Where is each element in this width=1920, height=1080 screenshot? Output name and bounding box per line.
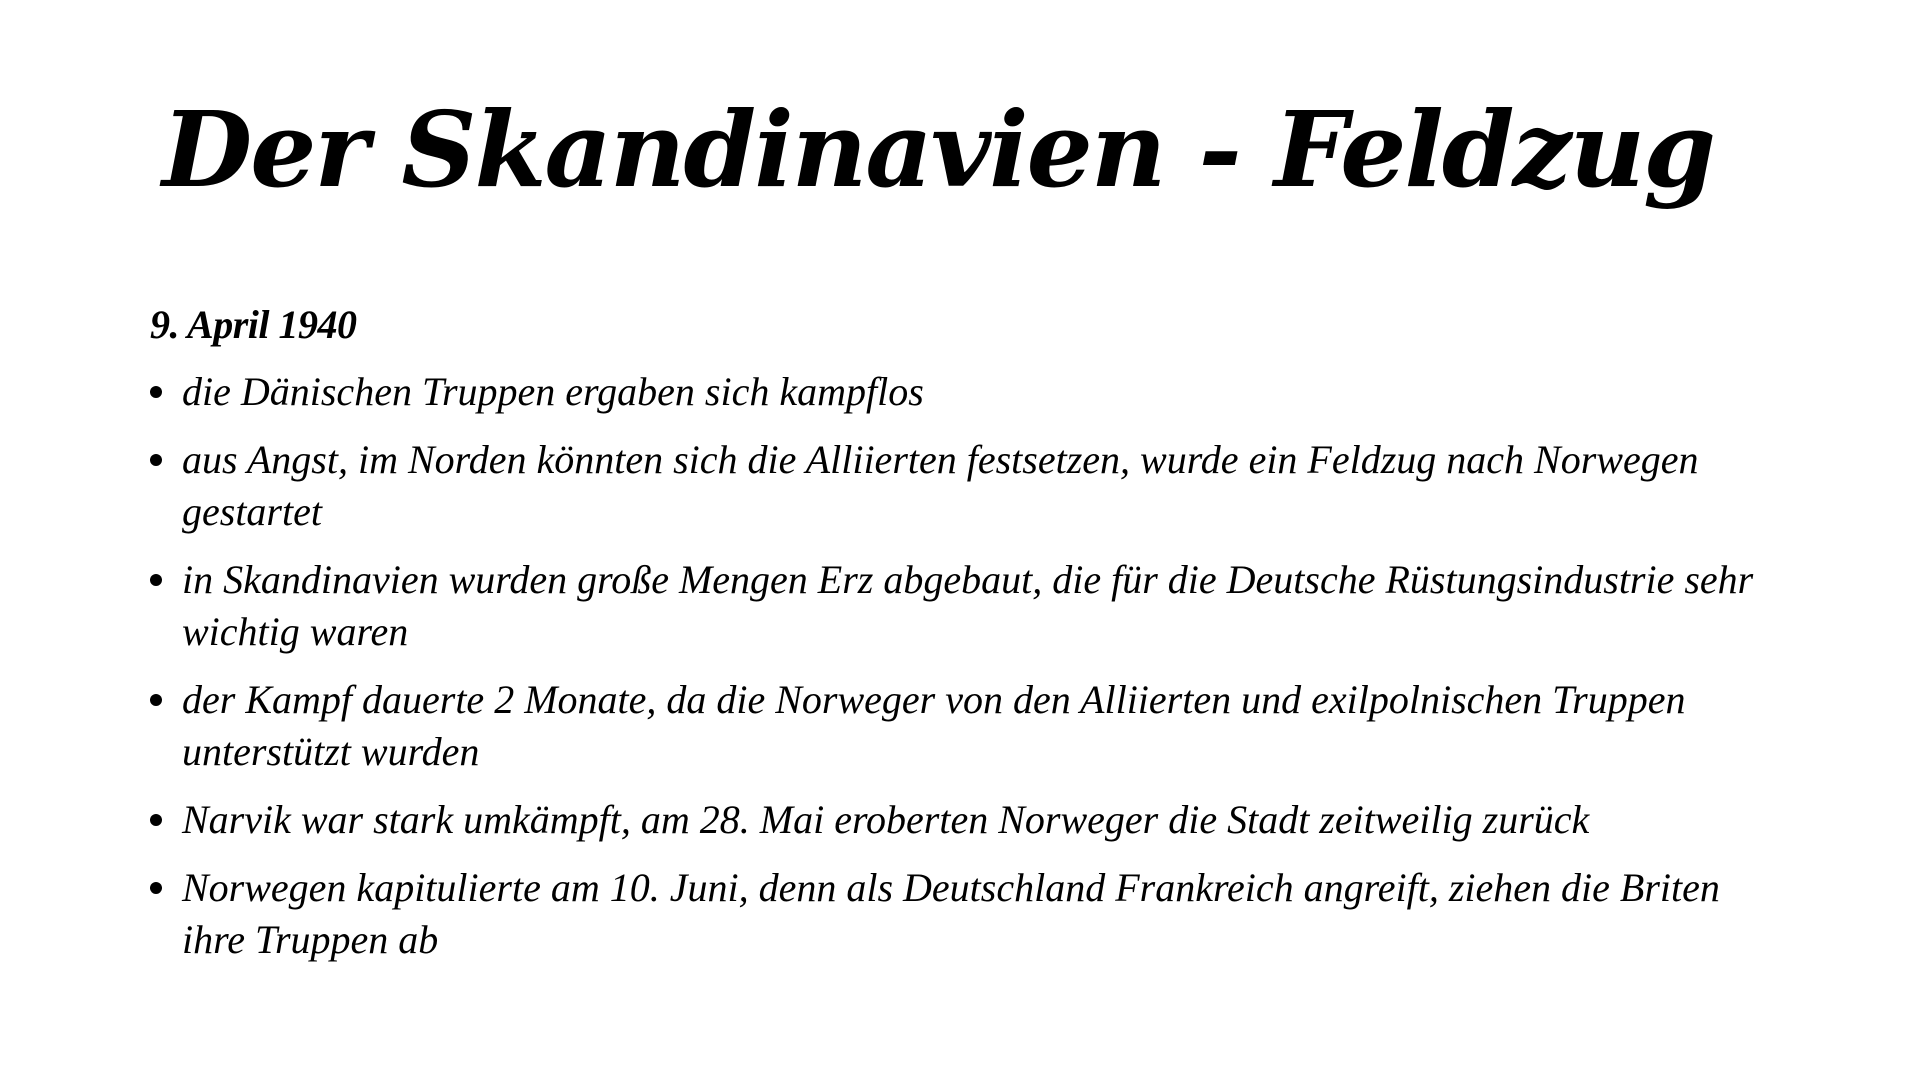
bullet-dot-icon: [150, 882, 162, 894]
list-item-text: die Dänischen Truppen ergaben sich kampflos: [182, 369, 924, 414]
bullet-dot-icon: [150, 386, 162, 398]
list-item-text: in Skandinavien wurden große Mengen Erz abgebaut, die für die Deutsche Rüstungsindustrie sehr wichtig waren: [182, 557, 1754, 654]
list-item-text: aus Angst, im Norden könnten sich die Alliierten festsetzen, wurde ein Feldzug nach Norwegen gestartet: [182, 437, 1699, 534]
list-item: [150, 554, 1790, 658]
bullet-dot-icon: [150, 574, 162, 586]
list-item-text: Narvik war stark umkämpft, am 28. Mai eroberten Norweger die Stadt zeitweilig zurück: [182, 797, 1590, 842]
bullet-dot-icon: [150, 814, 162, 826]
bullet-dot-icon: [150, 694, 162, 706]
list-item: [150, 434, 1790, 538]
date-heading: 9. April 1940: [150, 302, 357, 347]
list-item: [150, 794, 1790, 846]
bullet-dot-icon: [150, 454, 162, 466]
list-item: [150, 366, 1790, 418]
slide-title: Der Skandinavien - Feldzug: [162, 88, 1714, 211]
list-item: [150, 862, 1790, 966]
list-item-text: der Kampf dauerte 2 Monate, da die Norweger von den Alliierten und exilpolnischen Truppen unterstützt wurden: [182, 677, 1686, 774]
slide-content: [150, 298, 1790, 982]
bullet-list: [150, 366, 1790, 966]
list-item: [150, 674, 1790, 778]
list-item-text: Norwegen kapitulierte am 10. Juni, denn als Deutschland Frankreich angreift, ziehen die Briten ihre Truppen ab: [182, 865, 1720, 962]
